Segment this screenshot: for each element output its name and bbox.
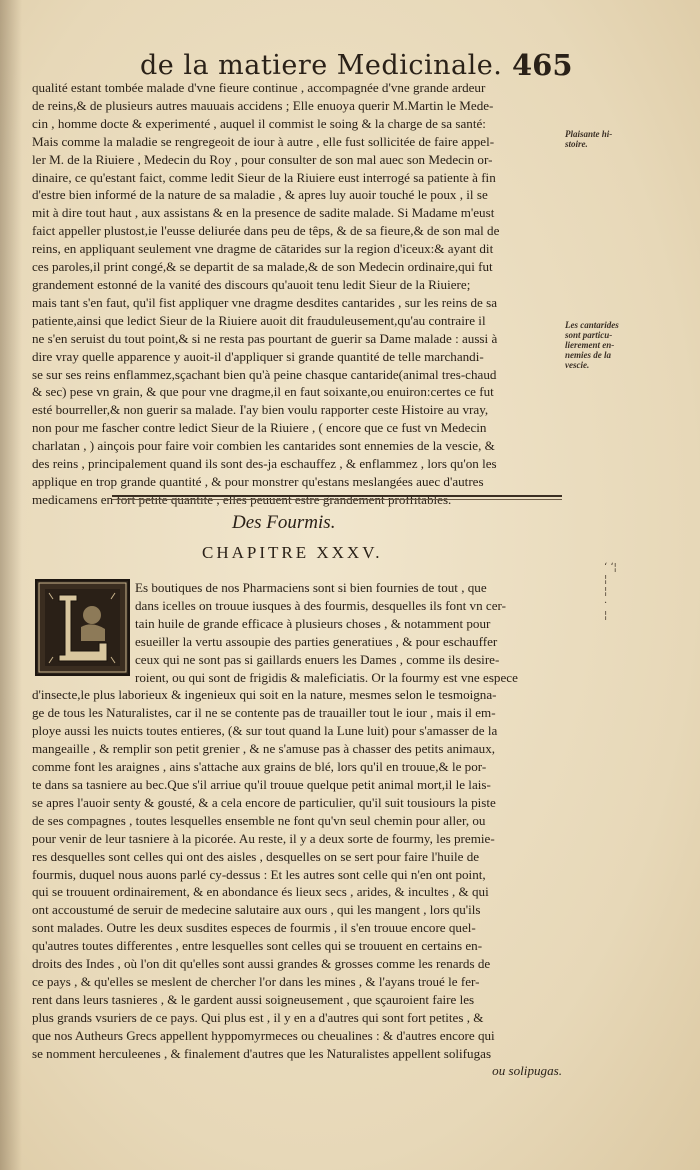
margin-note-line: Les cantarides [565, 320, 619, 330]
text-line: dinaire, ce qu'estant faict, comme ledit Sieur de la Riuiere eust interrogé sa patiente à fin [32, 169, 496, 185]
text-line: se sur ses reins enflammez,sçachant bien qu'à peine chasque cantaride(animal tres-chaud [32, 366, 497, 382]
text-line: non pour me fascher contre ledict Sieur de la Riuiere , ( encore que ce fust vn Medecin [32, 420, 487, 436]
margin-note-line: lierement en- [565, 340, 615, 350]
text-line: charlatan , ) ainçois pour faire voir combien les cantarides sont ennemies de la vescie, & [32, 438, 495, 454]
text-line: qui se trouuent ordinairement, & en abondance és lieux secs , arides, & incultes , & qui [32, 884, 489, 900]
text-line: roient, ou qui sont de frigidis & maleficiatis. Or la fourmy est vne espece [135, 669, 518, 685]
text-line: rent dans leurs tasnieres , & le gardent aussi soigneusement , que sçauroient faire les [32, 991, 475, 1007]
text-line: patiente,ainsi que ledict Sieur de la Riuiere auoit dit frauduleusement,qu'au contraire il [32, 312, 486, 328]
text-line: medicamens en fort petite quantité , elles peuuent estre grandement proffitables. [32, 491, 452, 507]
text-line: d'estre bien informé de la nature de sa maladie , & apres luy auoir touché le poux , il se [32, 187, 488, 203]
text-line: se apres l'auoir senty & gousté, & a cela encore de particulier, qu'il suit tousiours la piste [32, 794, 496, 810]
text-line: de reins,& de plusieurs autres mauuais accidens ; Elle enuoya querir M.Martin le Mede- [32, 97, 494, 113]
text-line: ce pays , & qu'elles se meslent de chercher l'or dans les mines , & l'ayans troué le fer- [32, 973, 480, 989]
text-line: tain huile de grande efficace à plusieurs choses , & notamment pour [135, 615, 491, 631]
text-line: ploye aussi les nuicts toutes entieres, (& sur tout quand la Lune luit) pour s'amasser de la [32, 723, 498, 739]
text-line: mit à dire tout haut , aux assistans & en la presence de sadite malade. Si Madame m'eust [32, 205, 495, 221]
text-line: Mais comme la maladie se rengregeoit de iour à autre , elle fust sollicitée de faire appel- [32, 133, 495, 149]
text-line: res desquelles sont celles qui ont des aisles , desquelles on se sert pour faire l'huile de [32, 848, 480, 864]
text-line: pour venir de leur tasniere à la picorée. Au reste, il y a deux sorte de fourmy, les premie- [32, 830, 495, 846]
text-line: esté bourreller,& non guerir sa malade. I'ay bien voulu rapporter ceste Histoire au vray, [32, 402, 489, 418]
text-line: ne s'en seruist du tout point,& si ne resta pas pourtant de guerir sa Dame malade : aussi à [32, 330, 498, 346]
chapter-number: CHAPITRE XXXV. [202, 543, 383, 562]
text-line: qualité estant tombée malade d'vne fieure continue , accompagnée d'vne grande ardeur [32, 80, 486, 95]
text-line: comme font les araignes , ains s'attache aux grains de blé, lors qu'il en trouue,& le por- [32, 759, 487, 775]
margin-note-line: sont particu- [565, 330, 613, 340]
margin-note-plaisante-histoire [565, 129, 697, 149]
text-line: se nomment herculeenes , & finalement d'autres que les Naturalistes appellent solifugas [32, 1045, 492, 1061]
page-number: 465 [512, 48, 573, 82]
text-line: faict appeller plustost,ie l'eusse deliurée dans peu de têps, & de sa fieure,& de son mal de [32, 223, 500, 239]
text-line: des reins , principalement quand ils sont des-ja eschauffez , & enflammez , lors qu'on les [32, 456, 497, 472]
text-line: & sec) pese vn grain, & que pour vne dragme,il en faut soixante,ou enuiron:certes ce fut [32, 384, 494, 400]
text-line: ont accoustumé de seruir de medecine salutaire aux ours , qui les mangent , lors qu'ils [32, 902, 481, 918]
margin-note-line: stoire. [565, 139, 588, 149]
margin-note-line: Plaisante hi- [565, 129, 613, 139]
text-line: dans icelles on trouue iusques à des fourmis, desquelles ils font vn cer- [135, 597, 507, 613]
text-block-bottom [32, 579, 562, 1080]
margin-note-line: vescie. [565, 360, 590, 370]
text-line: grandement estonné de la vanité des discours qu'auoit tenu ledit Sieur de la Riuiere; [32, 276, 471, 292]
text-line: dire vray quelle apparence y auoit-il d'appliquer si grande quantité de telle marchandi- [32, 348, 484, 364]
text-line: que nos Autheurs Grecs appellent hyppomyrmeces ou cheualines : & d'autres encore qui [32, 1027, 495, 1043]
text-line: droits des Indes , où l'on dit qu'elles sont aussi grandes & grosses comme les renards de [32, 956, 491, 972]
text-line: te dans sa tasniere au bec.Que s'il arriue qu'il trouue quelque petit animal mort,il le lais- [32, 776, 491, 792]
text-line: mangeaille , & remplir son petit grenier , & ne s'amuse pas à chasser des petits animaux, [32, 741, 496, 757]
text-line: mais tant s'en faut, qu'il fist appliquer vne dragme desdites cantarides , sur les reins de sa [32, 294, 498, 310]
margin-note-cantarides [565, 320, 697, 370]
text-line: qu'autres toutes differentes , entre lesquelles sont celles qui se trouuent en certains en- [32, 938, 483, 954]
section-rule [112, 495, 562, 497]
text-line: ler M. de la Riuiere , Medecin du Roy , pour consulter de son mal auec son Medecin or- [32, 151, 493, 167]
page-spine-shadow [0, 0, 22, 1170]
margin-note-line: nemies de la [565, 350, 611, 360]
text-line: fourmis, duquel nous auons parlé cy-dessus : Et les autres sont celle qui n'en ont point, [32, 866, 486, 882]
text-line: Es boutiques de nos Pharmaciens sont si bien fournies de tout , que [135, 580, 487, 595]
text-line: ge de tous les Naturalistes, car il ne se contente pas de trauailler tout le iour , mais il em- [32, 705, 496, 721]
text-line: ceux qui ne sont pas si gaillards enuers les Dames , comme ils desire- [135, 651, 500, 667]
text-line: sont malades. Outre les deux susdites especes de fourmis , il s'en trouue encore quel- [32, 920, 476, 936]
text-line: plus grands vsuriers de ce pays. Qui plus est , il y en a d'autres qui sont fort petites , & [32, 1009, 484, 1025]
text-block-top [32, 79, 562, 509]
text-line: applique en trop grande quantité , & pour monstrer qu'estans meslangées auec d'autres [32, 473, 484, 489]
text-line: de ses compagnes , toutes lesquelles ensemble ne font qu'vn seul chemin pour aller, ou [32, 812, 486, 828]
chapter-title: Des Fourmis. [232, 512, 336, 533]
text-line-last: ou solipugas. [492, 1063, 562, 1079]
handwritten-marks: ʻ ʻ¦ ¦ ¦ · ¦ [604, 562, 617, 621]
text-line: reins, en appliquant seulement vne dragme de cātarides sur la region d'iceux:& ayant dit [32, 241, 494, 257]
text-line: ces paroles,il print congé,& se departit de sa malade,& de son Medecin ordinaire,qui fut [32, 259, 493, 275]
text-line: d'insecte,le plus laborieux & ingenieux qui soit en la nature, mesmes selon le tesmoigna- [32, 687, 497, 703]
text-line: cin , homme docte & experimenté , auquel il commist le soing & la charge de sa santé: [32, 115, 486, 131]
text-line: esueiller la vertu assoupie des parties generatiues , & pour eschauffer [135, 633, 498, 649]
running-title: de la matiere Medicinale. [140, 50, 503, 81]
section-rule-thin [112, 499, 562, 500]
